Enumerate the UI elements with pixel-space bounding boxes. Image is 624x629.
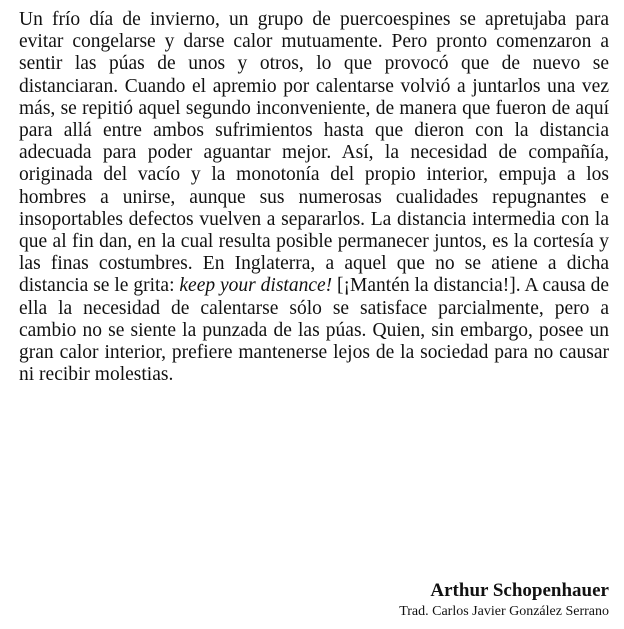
passage-text-part-2: [¡Mantén la distancia!]. A causa de ella la necesidad de calentarse sólo se satisface parcialmente, pero a cambio no se siente la punzada de las púas. Quien, sin embargo, posee un gran calor interior, prefiere mantenerse lejos de la sociedad para no causar ni recibir molestias. (19, 275, 609, 386)
passage-text-part-1: Un frío día de invierno, un grupo de puercoespines se apretujaba para evitar congelarse y darse calor mutuamente. Pero pronto comenzaron a sentir las púas de unos y otros, lo que provocó que de nuevo se distanciaran. Cuando el apremio por calentarse volvió a juntarlos una vez más, se repitió aquel segundo inconveniente, de manera que fueron de aquí para allá entre ambos sufrimientos hasta que dieron con la distancia adecuada para poder aguantar mejor. Así, la necesidad de compañía, originada del vacío y la monotonía del propio interior, empuja a los hombres a unirse, aunque sus numerosas cualidades repugnantes e insoportables defectos vuelven a separarlos. La distancia intermedia con la que al fin dan, en la cual resulta posible permanecer juntos, es la cortesía y las finas costumbres. En Inglaterra, a aquel que no se atiene a dicha distancia se le grita: (19, 9, 609, 297)
quote-passage (19, 9, 609, 386)
attribution (399, 580, 609, 621)
italic-english-phrase: keep your distance! (179, 275, 333, 297)
author-name: Arthur Schopenhauer (430, 580, 609, 601)
translator-credit: Trad. Carlos Javier González Serrano (399, 604, 609, 619)
